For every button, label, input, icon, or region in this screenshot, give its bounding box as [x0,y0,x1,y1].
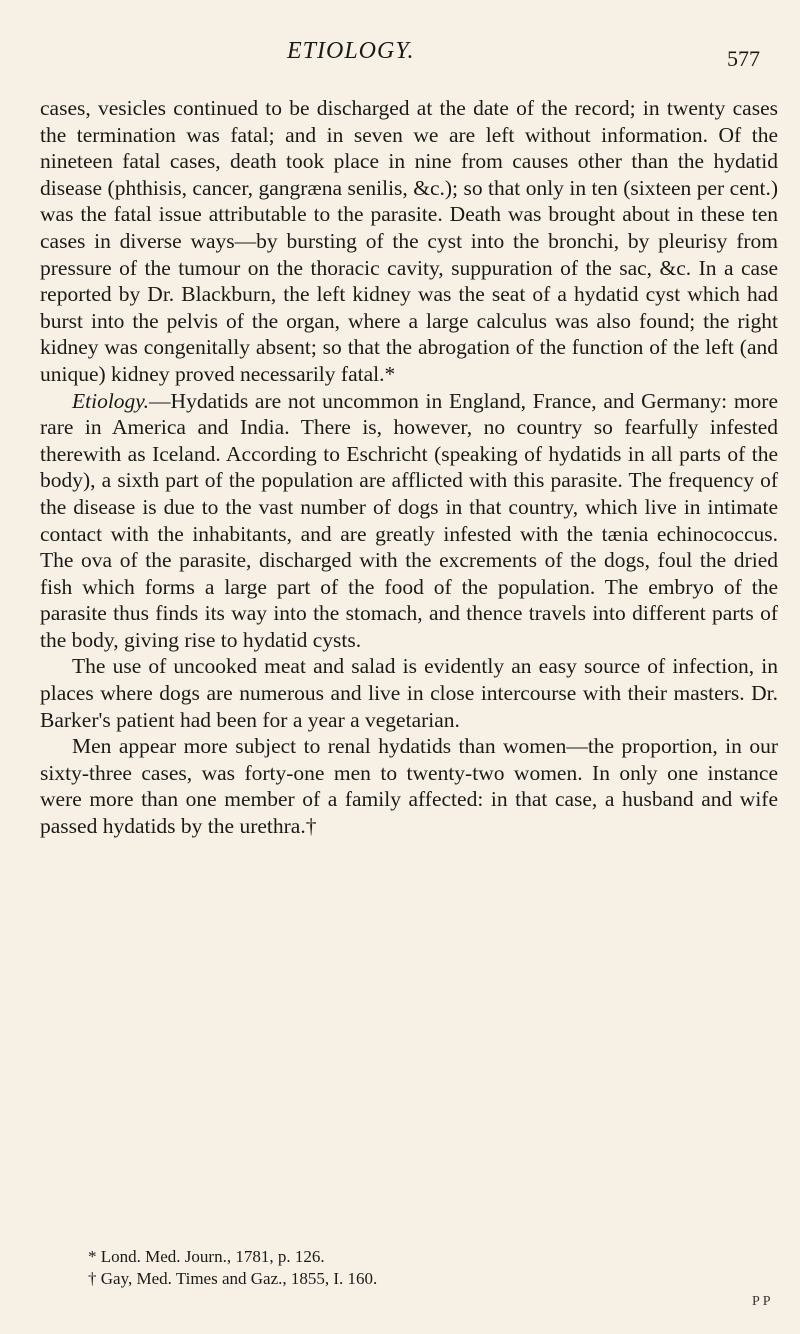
running-head [0,38,800,78]
paragraph-infection-source: The use of uncooked meat and salad is evidently an easy source of infection, in places where dogs are numerous and live in close intercourse with their masters. Dr. Barker's patient had been for a year a vegetarian. [40,654,778,732]
paragraph-etiology-text: —Hydatids are not uncommon in England, France, and Germany: more rare in America and India. There is, however, no country so fearfully infested therewith as Iceland. According to Eschricht (speaking of hydatids in all parts of the body), a sixth part of the population are afflicted with this parasite. The frequency of the disease is due to the vast number of dogs in that country, which live in intimate contact with the inhabitants, and are greatly infested with the tænia echinococcus. The ova of the parasite, discharged with the excrements of the dogs, foul the dried fish which forms a large part of the food of the population. The embryo of the parasite thus finds its way into the stomach, and thence travels into different parts of the body, giving rise to hydatid cysts. [40,388,778,652]
paragraph-etiology [40,388,778,654]
printer-signature-mark: P P [752,1294,771,1309]
section-heading-etiology: Etiology. [72,388,150,413]
running-title: ETIOLOGY. [287,38,415,64]
footnote-2: † Gay, Med. Times and Gaz., 1855, I. 160. [88,1269,378,1288]
page-number: 577 [727,46,760,71]
body-text [40,95,778,840]
footnotes [88,1246,778,1290]
footnote-1: * Lond. Med. Journ., 1781, p. 126. [88,1247,325,1266]
paragraph-outcome-of-cases: cases, vesicles continued to be discharged at the date of the record; in twenty cases the termination was fatal; and in seven we are left without information. Of the nineteen fatal cases, death took place in nine from causes other than the hydatid disease (phthisis, cancer, gangræna senilis, &c.); so that only in ten (sixteen per cent.) was the fatal issue attributable to the parasite. Death was brought about in these ten cases in diverse ways—by bursting of the cyst into the bronchi, by pleurisy from pressure of the tumour on the thoracic cavity, suppuration of the sac, &c. In a case reported by Dr. Blackburn, the left kidney was the seat of a hydatid cyst which had burst into the pelvis of the organ, where a large calculus was also found; the right kidney was congenitally absent; so that the abrogation of the function of the left (and unique) kidney proved necessarily fatal.* [40,96,778,386]
paragraph-sex-distribution: Men appear more subject to renal hydatids than women—the proportion, in our sixty-three cases, was forty-one men to twenty-two women. In only one instance were more than one member of a family affected: in that case, a husband and wife passed hydatids by the urethra.† [40,734,778,839]
